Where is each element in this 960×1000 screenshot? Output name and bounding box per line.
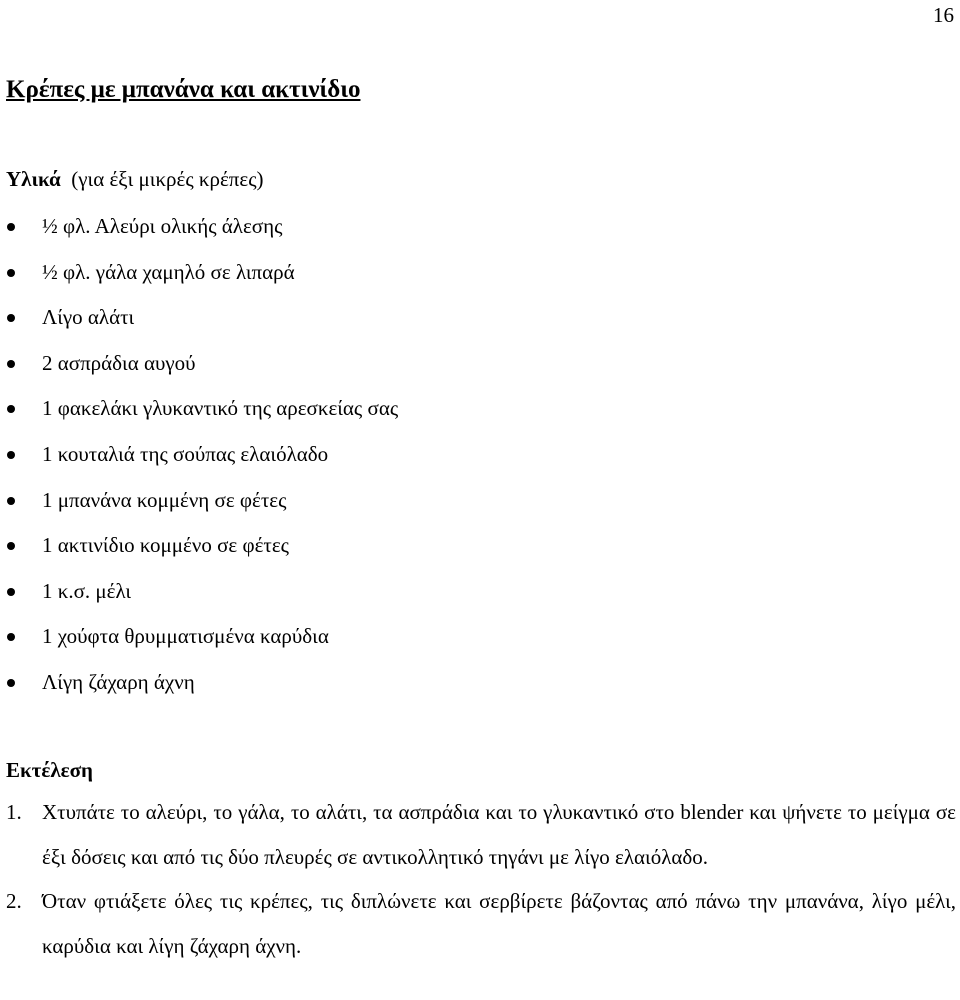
ingredient-text: 1 μπανάνα κομμένη σε φέτες	[42, 487, 287, 512]
bullet-icon	[7, 497, 15, 505]
ingredient-text: 1 κουταλιά της σούπας ελαιόλαδο	[42, 441, 329, 466]
step-number: 1.	[6, 800, 22, 824]
bullet-icon	[7, 588, 15, 596]
ingredient-text: Λίγο αλάτι	[42, 305, 135, 330]
bullet-icon	[7, 451, 15, 459]
ingredient-text: 1 ακτινίδιο κομμένο σε φέτες	[42, 533, 289, 558]
recipe-title: Κρέπες με μπανάνα και ακτινίδιο	[6, 76, 361, 103]
ingredient-text: ½ φλ. γάλα χαμηλό σε λιπαρά	[42, 259, 295, 284]
bullet-icon	[7, 405, 15, 413]
ingredient-text: 1 χούφτα θρυμματισμένα καρύδια	[42, 624, 329, 649]
bullet-icon	[7, 679, 15, 687]
step-number: 2.	[6, 889, 22, 913]
ingredient-text: Λίγη ζάχαρη άχνη	[42, 669, 195, 694]
step-text: Χτυπάτε το αλεύρι, το γάλα, το αλάτι, τα ασπράδια και το γλυκαντικό στο blender και ψήνετε το μείγμα σε έξι δόσεις και από τις δύο πλευρές σε αντικολλητικό τηγάνι με λίγο ελαιόλαδο.	[42, 800, 956, 869]
page-number: 16	[933, 3, 954, 27]
ingredient-text: 1 κ.σ. μέλι	[42, 578, 132, 603]
ingredients-heading-label: Υλικά	[6, 167, 61, 191]
bullet-icon	[7, 223, 15, 231]
bullet-icon	[7, 633, 15, 641]
ingredient-text: 2 ασπράδια αυγού	[42, 350, 196, 375]
execution-heading: Εκτέλεση	[6, 758, 93, 782]
step-item	[6, 879, 956, 968]
ingredient-text: ½ φλ. Αλεύρι ολικής άλεσης	[42, 214, 283, 238]
ingredients-heading	[6, 167, 264, 192]
steps-list	[6, 790, 956, 968]
bullet-icon	[7, 360, 15, 368]
ingredients-heading-note: (για έξι μικρές κρέπες)	[71, 167, 264, 191]
bullet-icon	[7, 542, 15, 550]
bullet-icon	[7, 269, 15, 277]
step-item	[6, 790, 956, 879]
ingredient-text: 1 φακελάκι γλυκαντικό της αρεσκείας σας	[42, 396, 399, 421]
step-text: Όταν φτιάξετε όλες τις κρέπες, τις διπλώνετε και σερβίρετε βάζοντας από πάνω την μπανάνα, λίγο μέλι, καρύδια και λίγη ζάχαρη άχνη.	[42, 889, 956, 958]
bullet-icon	[7, 314, 15, 322]
